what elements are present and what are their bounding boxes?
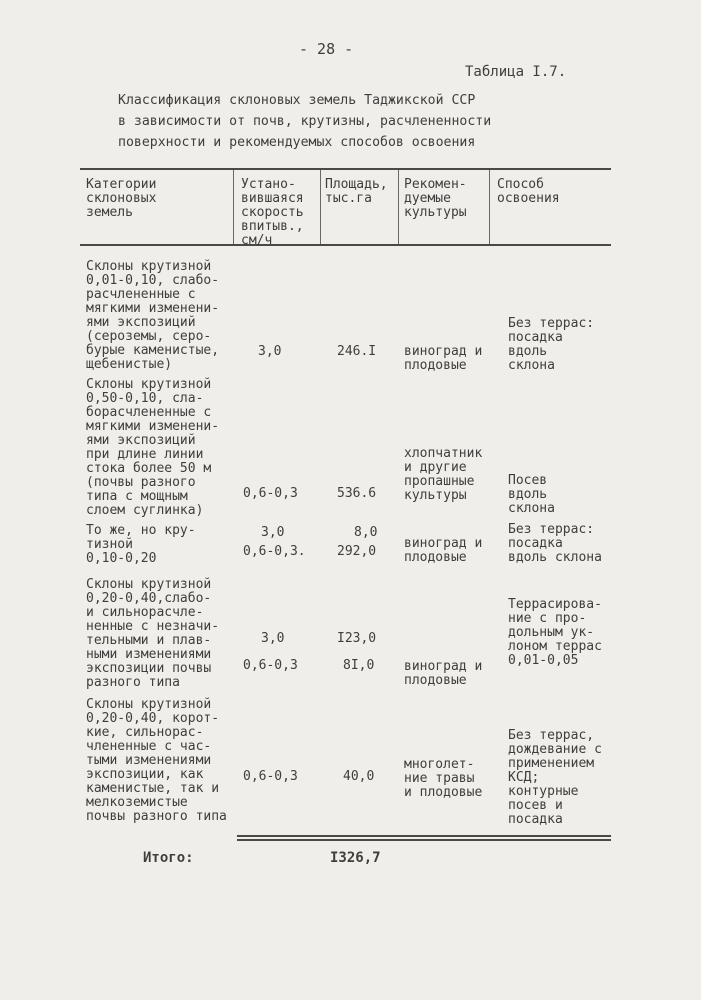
row-5-method: Без террас, дождевание с применением КСД; контурные посев и посадка xyxy=(508,728,602,827)
table-bottom-rule-2 xyxy=(237,839,611,841)
row-2-method: Посев вдоль склона xyxy=(508,473,555,516)
column-divider-2 xyxy=(320,170,321,244)
row-3-crops: виноград и плодовые xyxy=(404,536,483,565)
row-2-category: Склоны крутизной 0,50-0,10, сла- борасчлененные с мягкими изменени- ями экспозиций при длине линии стока более 50 м (почвы разного типа с мощным слоем суглинка) xyxy=(86,377,220,518)
total-label: Итого: xyxy=(143,850,194,866)
row-5-rate: 0,6-0,3 xyxy=(243,769,298,784)
row-4-rate-a: 3,0 xyxy=(261,631,285,646)
row-4-rate-b: 0,6-0,3 xyxy=(243,658,298,673)
row-1-area: 246.I xyxy=(337,344,377,359)
table-bottom-rule xyxy=(237,835,611,837)
row-2-area: 536.6 xyxy=(337,486,377,501)
row-3-area-b: 292,0 xyxy=(337,544,377,559)
header-rate: Устано- вившаяся скорость впитыв., см/ч xyxy=(241,177,304,248)
header-area: Площадь, тыс.га xyxy=(325,177,388,206)
row-1-rate: 3,0 xyxy=(258,344,282,359)
row-3-rate-a: 3,0 xyxy=(261,525,285,540)
header-crops: Рекомен- дуемые культуры xyxy=(404,177,467,220)
table-header-rule xyxy=(80,244,611,246)
table-title-line-3: поверхности и рекомендуемых способов освоения xyxy=(118,135,476,150)
row-1-method: Без террас: посадка вдоль склона xyxy=(508,316,595,373)
row-4-area-b: 8I,0 xyxy=(343,658,375,673)
row-3-area-a: 8,0 xyxy=(354,525,378,540)
row-5-crops: многолет- ние травы и плодовые xyxy=(404,757,483,800)
row-3-category: То же, но кру- тизной 0,10-0,20 xyxy=(86,523,196,566)
page-number: - 28 - xyxy=(299,40,354,58)
total-value: I326,7 xyxy=(330,850,381,866)
row-1-crops: виноград и плодовые xyxy=(404,344,483,373)
row-4-method: Террасирова- ние с про- дольным ук- лоном террас 0,01-0,05 xyxy=(508,597,602,668)
table-title-line-1: Классификация склоновых земель Таджикской ССР xyxy=(118,93,476,108)
row-4-category: Склоны крутизной 0,20-0,40,слабо- и сильнорасчле- ненные с незначи- тельными и плав- ными изменениями экспозиции почвы разного типа xyxy=(86,577,220,690)
row-3-rate-b: 0,6-0,3. xyxy=(243,544,306,559)
row-2-rate: 0,6-0,3 xyxy=(243,486,298,501)
row-4-area-a: I23,0 xyxy=(337,631,377,646)
row-5-category: Склоны крутизной 0,20-0,40, корот- кие, сильнорас- члененные с час- тыми изменениями экспозиции, как каменистые, так и мелкоземистые почвы разного типа xyxy=(86,697,227,824)
row-2-crops: хлопчатник и другие пропашные культуры xyxy=(404,446,483,503)
table-top-rule xyxy=(80,168,611,170)
column-divider-1 xyxy=(233,170,234,244)
row-3-method: Без террас: посадка вдоль склона xyxy=(508,522,602,565)
row-5-area: 40,0 xyxy=(343,769,375,784)
row-1-category: Склоны крутизной 0,01-0,10, слабо- расчлененные с мягкими изменени- ями экспозиций (сероземы, серо- бурые каменистые, щебенистые) xyxy=(86,259,220,372)
table-title-line-2: в зависимости от почв, крутизны, расчлененности xyxy=(118,114,492,129)
column-divider-3 xyxy=(398,170,399,244)
header-method: Способ освоения xyxy=(497,177,560,206)
row-4-crops: виноград и плодовые xyxy=(404,659,483,688)
header-category: Категории склоновых земель xyxy=(86,177,157,220)
column-divider-4 xyxy=(489,170,490,244)
table-label: Таблица I.7. xyxy=(465,64,567,80)
